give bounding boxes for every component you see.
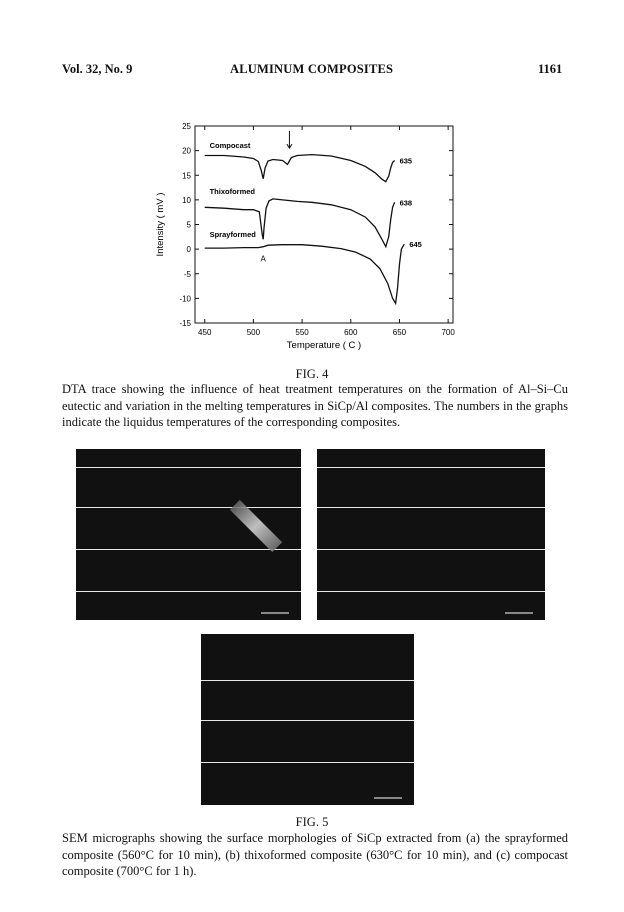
series-label-thixoformed: Thixoformed bbox=[209, 186, 256, 196]
annotation-label: A bbox=[260, 254, 266, 264]
x-tick-label: 500 bbox=[246, 328, 261, 337]
scale-bar bbox=[261, 612, 289, 614]
y-tick-label: 0 bbox=[186, 245, 191, 255]
series-label-sprayformed: Sprayformed bbox=[209, 229, 256, 239]
x-tick-label: 550 bbox=[295, 328, 309, 337]
scale-bar bbox=[374, 797, 402, 799]
x-tick-label: 450 bbox=[198, 328, 212, 337]
y-tick-label: -10 bbox=[179, 294, 191, 304]
page-number: 1161 bbox=[538, 62, 563, 76]
series-label-compocast: Compocast bbox=[209, 141, 251, 151]
scale-bar bbox=[505, 612, 533, 614]
y-tick-label: 5 bbox=[186, 220, 191, 230]
sem-micrograph-c bbox=[201, 634, 414, 805]
y-axis-label: Intensity ( mV ) bbox=[155, 192, 166, 257]
y-tick-label: 25 bbox=[182, 122, 191, 131]
series-line-compocast bbox=[205, 155, 395, 182]
liquidus-label-compocast: 635 bbox=[399, 156, 413, 166]
figure-4-label: FIG. 4 bbox=[295, 367, 329, 381]
sem-micrograph-b bbox=[317, 449, 545, 620]
figure-4-caption: DTA trace showing the influence of heat treatment temperatures on the formation of Al–Si–Cu eutectic and variation in the melting temperatures in SiCp/Al composites. The numbers in the graphs indicate the liquidus temperatures of the corresponding composites. bbox=[62, 382, 568, 429]
y-tick-label: -5 bbox=[183, 269, 191, 279]
x-axis-label: Temperature ( C ) bbox=[286, 340, 362, 351]
y-tick-label: 10 bbox=[182, 195, 191, 205]
liquidus-label-thixoformed: 638 bbox=[399, 198, 413, 208]
liquidus-label-sprayformed: 645 bbox=[409, 240, 422, 250]
series-line-sprayformed bbox=[205, 244, 405, 303]
y-tick-label: -15 bbox=[179, 319, 191, 328]
x-tick-label: 650 bbox=[392, 328, 407, 337]
running-header-volume: Vol. 32, No. 9 bbox=[62, 62, 133, 76]
sem-micrograph-a bbox=[76, 449, 301, 620]
y-tick-label: 20 bbox=[182, 146, 191, 156]
figure-5-label: FIG. 5 bbox=[295, 815, 329, 829]
y-tick-label: 15 bbox=[182, 171, 191, 181]
running-header-title: ALUMINUM COMPOSITES bbox=[230, 62, 394, 76]
series-line-thixoformed bbox=[205, 199, 395, 247]
figure-5-caption: SEM micrographs showing the surface morphologies of SiCp extracted from (a) the sprayformed composite (560°C for 10 min), (b) thixoformed composite (630°C for 10 min), and (c) compocast composite (700°C for 1 h). bbox=[62, 831, 568, 878]
dta-chart bbox=[150, 118, 470, 363]
x-tick-label: 700 bbox=[441, 328, 455, 337]
x-tick-label: 600 bbox=[344, 328, 358, 337]
